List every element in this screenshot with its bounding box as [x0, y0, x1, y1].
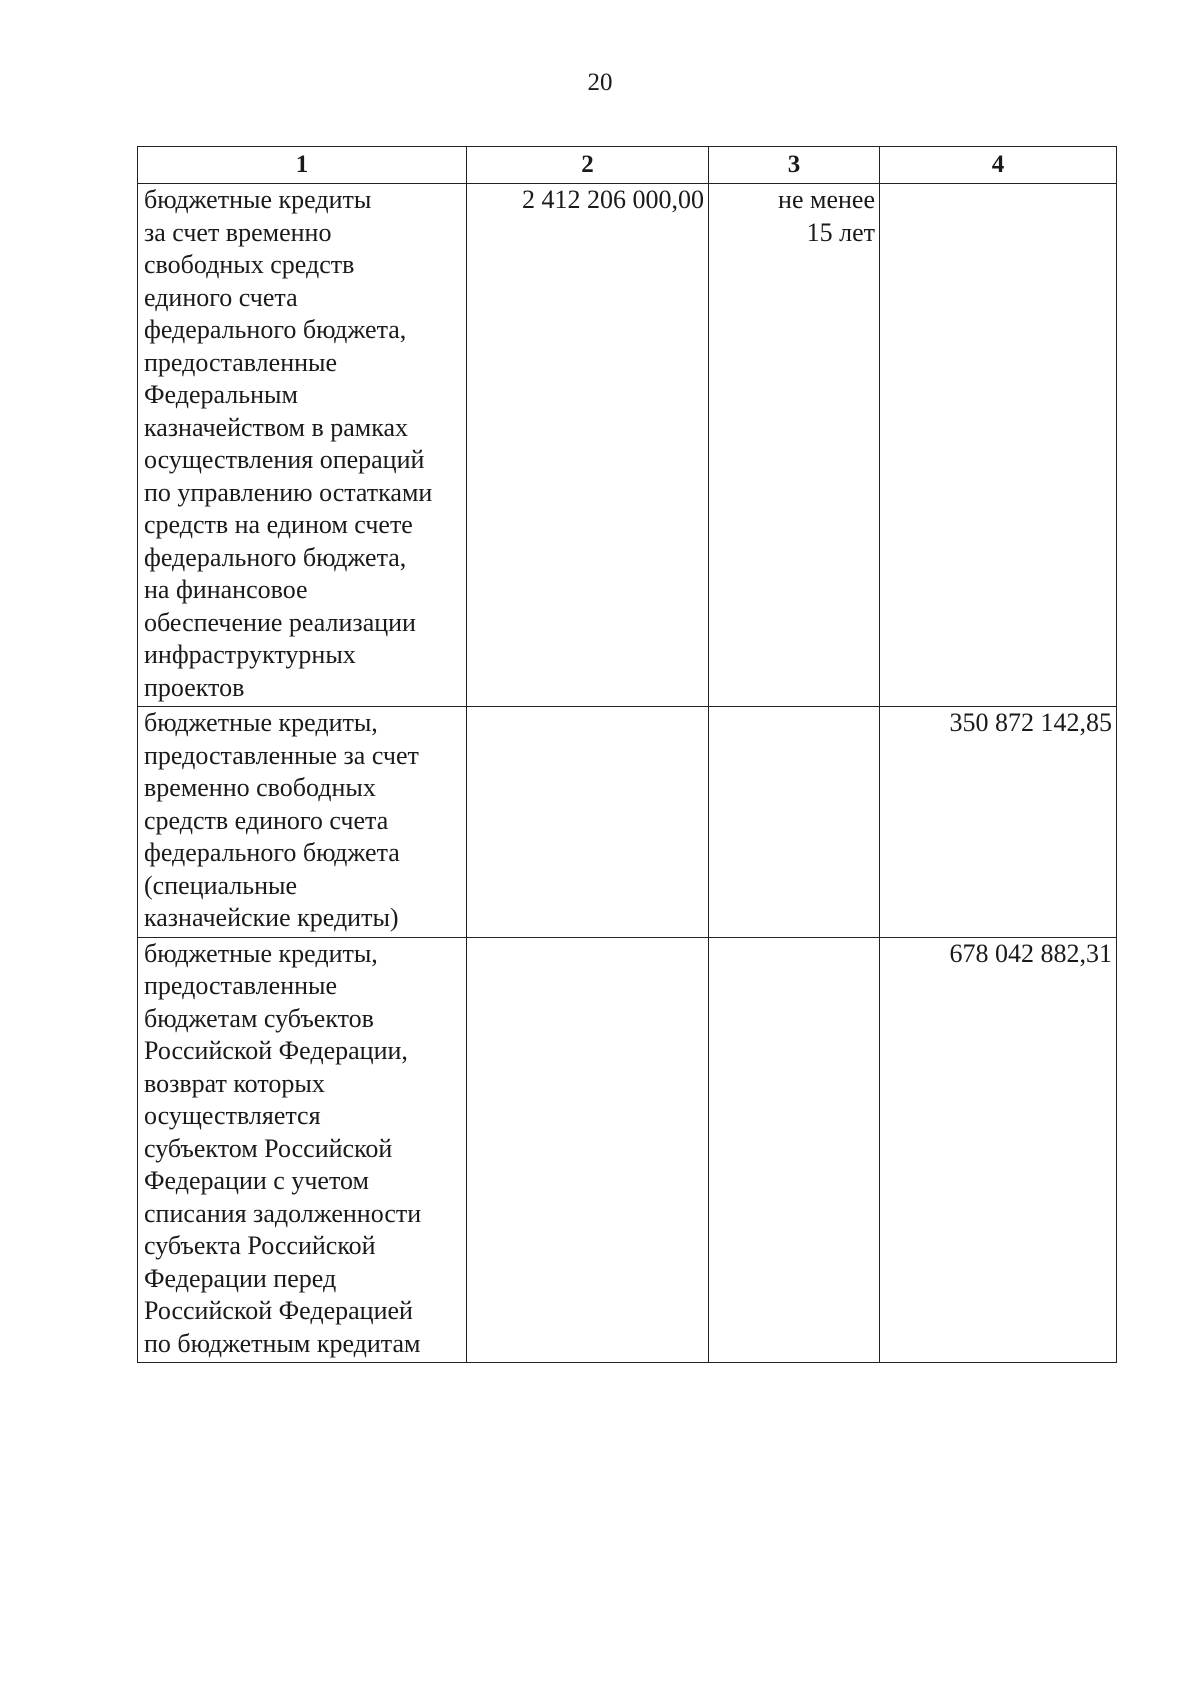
- column-header-1: 1: [138, 147, 467, 184]
- row-term: не менее 15 лет: [709, 184, 880, 707]
- table-row: [138, 707, 1117, 938]
- page-number: 20: [587, 69, 613, 96]
- row-description: бюджетные кредиты, предоставленные за счет временно свободных средств единого счета федерального бюджета (специальные казначейские кредиты): [138, 707, 467, 938]
- row-term: [709, 937, 880, 1363]
- row-value: [880, 184, 1117, 707]
- column-header-4: 4: [880, 147, 1117, 184]
- table-row: [138, 937, 1117, 1363]
- row-term: [709, 707, 880, 938]
- row-description: бюджетные кредиты за счет временно свободных средств единого счета федерального бюджета, предоставленные Федеральным казначейством в рамках осуществления операций по управлению остатками средств на едином счете федерального бюджета, на финансовое обеспечение реализации инфраструктурных проектов: [138, 184, 467, 707]
- row-description: бюджетные кредиты, предоставленные бюджетам субъектов Российской Федерации, возврат которых осуществляется субъектом Российской Федерации с учетом списания задолженности субъекта Российской Федерации перед Российской Федерацией по бюджетным кредитам: [138, 937, 467, 1363]
- row-value: 350 872 142,85: [880, 707, 1117, 938]
- row-amount: 2 412 206 000,00: [467, 184, 709, 707]
- row-amount: [467, 937, 709, 1363]
- table-row: [138, 184, 1117, 707]
- row-value: 678 042 882,31: [880, 937, 1117, 1363]
- budget-credits-table: [137, 146, 1117, 1363]
- row-amount: [467, 707, 709, 938]
- column-header-3: 3: [709, 147, 880, 184]
- column-header-2: 2: [467, 147, 709, 184]
- table-header-row: [138, 147, 1117, 184]
